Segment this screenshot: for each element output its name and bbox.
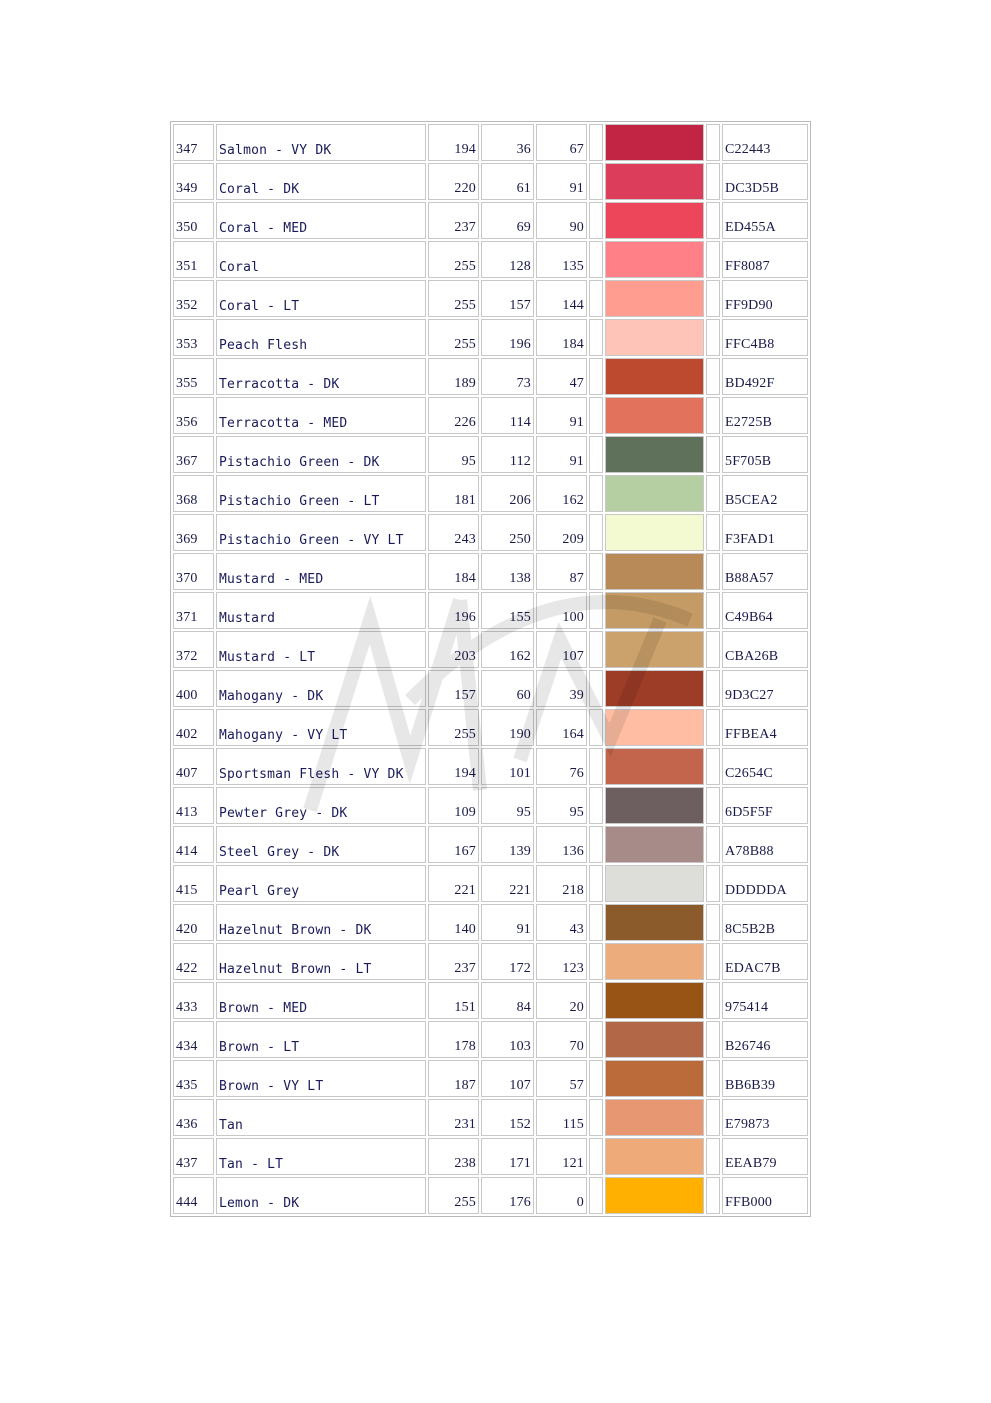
blue-value-cell: 20	[536, 982, 587, 1019]
hex-code-cell: 5F705B	[722, 436, 808, 473]
spacer-cell	[706, 1138, 720, 1175]
thread-code-cell: 356	[173, 397, 214, 434]
table-row	[173, 592, 808, 629]
spacer-cell	[589, 280, 603, 317]
hex-code-cell: FFC4B8	[722, 319, 808, 356]
thread-code-cell: 435	[173, 1060, 214, 1097]
spacer-cell	[706, 475, 720, 512]
thread-code-cell: 350	[173, 202, 214, 239]
spacer-cell	[706, 241, 720, 278]
table-row	[173, 748, 808, 785]
hex-code-cell: B88A57	[722, 553, 808, 590]
spacer-cell	[589, 124, 603, 161]
spacer-cell	[589, 475, 603, 512]
red-value-cell: 221	[428, 865, 479, 902]
color-swatch	[605, 124, 704, 161]
spacer-cell	[589, 1177, 603, 1214]
blue-value-cell: 87	[536, 553, 587, 590]
color-name-cell: Brown - VY LT	[216, 1060, 426, 1097]
color-swatch	[605, 748, 704, 785]
blue-value-cell: 90	[536, 202, 587, 239]
green-value-cell: 107	[481, 1060, 534, 1097]
thread-code-cell: 434	[173, 1021, 214, 1058]
color-name-cell: Mustard - MED	[216, 553, 426, 590]
spacer-cell	[589, 241, 603, 278]
blue-value-cell: 70	[536, 1021, 587, 1058]
color-swatch	[605, 358, 704, 395]
table-row	[173, 1099, 808, 1136]
red-value-cell: 255	[428, 280, 479, 317]
thread-code-cell: 407	[173, 748, 214, 785]
green-value-cell: 114	[481, 397, 534, 434]
red-value-cell: 189	[428, 358, 479, 395]
green-value-cell: 101	[481, 748, 534, 785]
hex-code-cell: ED455A	[722, 202, 808, 239]
spacer-cell	[589, 631, 603, 668]
spacer-cell	[589, 670, 603, 707]
table-row	[173, 358, 808, 395]
table-row	[173, 631, 808, 668]
thread-code-cell: 353	[173, 319, 214, 356]
table-row	[173, 787, 808, 824]
spacer-cell	[706, 514, 720, 551]
color-swatch	[605, 787, 704, 824]
green-value-cell: 190	[481, 709, 534, 746]
thread-code-cell: 369	[173, 514, 214, 551]
hex-code-cell: 9D3C27	[722, 670, 808, 707]
blue-value-cell: 135	[536, 241, 587, 278]
spacer-cell	[706, 592, 720, 629]
spacer-cell	[589, 904, 603, 941]
green-value-cell: 138	[481, 553, 534, 590]
spacer-cell	[589, 358, 603, 395]
spacer-cell	[706, 553, 720, 590]
table-row	[173, 904, 808, 941]
spacer-cell	[706, 904, 720, 941]
spacer-cell	[589, 748, 603, 785]
thread-code-cell: 433	[173, 982, 214, 1019]
green-value-cell: 91	[481, 904, 534, 941]
table-row	[173, 553, 808, 590]
red-value-cell: 178	[428, 1021, 479, 1058]
red-value-cell: 237	[428, 943, 479, 980]
thread-code-cell: 351	[173, 241, 214, 278]
table-row	[173, 1060, 808, 1097]
green-value-cell: 171	[481, 1138, 534, 1175]
color-name-cell: Peach Flesh	[216, 319, 426, 356]
blue-value-cell: 184	[536, 319, 587, 356]
spacer-cell	[706, 319, 720, 356]
spacer-cell	[589, 787, 603, 824]
color-name-cell: Coral - LT	[216, 280, 426, 317]
spacer-cell	[706, 670, 720, 707]
green-value-cell: 221	[481, 865, 534, 902]
hex-code-cell: FFBEA4	[722, 709, 808, 746]
thread-code-cell: 422	[173, 943, 214, 980]
thread-code-cell: 436	[173, 1099, 214, 1136]
color-swatch	[605, 631, 704, 668]
thread-code-cell: 368	[173, 475, 214, 512]
red-value-cell: 181	[428, 475, 479, 512]
table-row	[173, 1177, 808, 1214]
thread-code-cell: 414	[173, 826, 214, 863]
hex-code-cell: 6D5F5F	[722, 787, 808, 824]
hex-code-cell: A78B88	[722, 826, 808, 863]
red-value-cell: 255	[428, 241, 479, 278]
blue-value-cell: 91	[536, 397, 587, 434]
color-name-cell: Steel Grey - DK	[216, 826, 426, 863]
color-swatch	[605, 592, 704, 629]
red-value-cell: 226	[428, 397, 479, 434]
spacer-cell	[706, 202, 720, 239]
hex-code-cell: B26746	[722, 1021, 808, 1058]
spacer-cell	[706, 865, 720, 902]
color-name-cell: Pistachio Green - LT	[216, 475, 426, 512]
spacer-cell	[589, 709, 603, 746]
color-swatch	[605, 1099, 704, 1136]
green-value-cell: 84	[481, 982, 534, 1019]
red-value-cell: 255	[428, 1177, 479, 1214]
green-value-cell: 155	[481, 592, 534, 629]
color-swatch	[605, 475, 704, 512]
green-value-cell: 162	[481, 631, 534, 668]
color-name-cell: Brown - LT	[216, 1021, 426, 1058]
hex-code-cell: CBA26B	[722, 631, 808, 668]
red-value-cell: 237	[428, 202, 479, 239]
color-rows	[173, 124, 808, 1214]
red-value-cell: 109	[428, 787, 479, 824]
color-name-cell: Pewter Grey - DK	[216, 787, 426, 824]
color-swatch	[605, 904, 704, 941]
blue-value-cell: 123	[536, 943, 587, 980]
spacer-cell	[706, 826, 720, 863]
green-value-cell: 250	[481, 514, 534, 551]
color-name-cell: Terracotta - MED	[216, 397, 426, 434]
spacer-cell	[706, 1060, 720, 1097]
spacer-cell	[706, 358, 720, 395]
table-row	[173, 241, 808, 278]
blue-value-cell: 91	[536, 163, 587, 200]
red-value-cell: 167	[428, 826, 479, 863]
hex-code-cell: DC3D5B	[722, 163, 808, 200]
blue-value-cell: 164	[536, 709, 587, 746]
green-value-cell: 176	[481, 1177, 534, 1214]
blue-value-cell: 209	[536, 514, 587, 551]
green-value-cell: 152	[481, 1099, 534, 1136]
table-row	[173, 124, 808, 161]
table-row	[173, 943, 808, 980]
spacer-cell	[589, 982, 603, 1019]
color-swatch	[605, 826, 704, 863]
blue-value-cell: 162	[536, 475, 587, 512]
thread-code-cell: 371	[173, 592, 214, 629]
red-value-cell: 255	[428, 709, 479, 746]
green-value-cell: 172	[481, 943, 534, 980]
blue-value-cell: 218	[536, 865, 587, 902]
color-name-cell: Hazelnut Brown - LT	[216, 943, 426, 980]
color-name-cell: Pistachio Green - DK	[216, 436, 426, 473]
color-swatch	[605, 982, 704, 1019]
red-value-cell: 203	[428, 631, 479, 668]
color-swatch	[605, 397, 704, 434]
thread-code-cell: 402	[173, 709, 214, 746]
color-name-cell: Lemon - DK	[216, 1177, 426, 1214]
green-value-cell: 157	[481, 280, 534, 317]
table-row	[173, 202, 808, 239]
green-value-cell: 60	[481, 670, 534, 707]
hex-code-cell: E2725B	[722, 397, 808, 434]
hex-code-cell: F3FAD1	[722, 514, 808, 551]
color-swatch	[605, 1021, 704, 1058]
spacer-cell	[706, 631, 720, 668]
spacer-cell	[589, 436, 603, 473]
spacer-cell	[589, 1099, 603, 1136]
spacer-cell	[706, 397, 720, 434]
color-swatch	[605, 319, 704, 356]
color-swatch	[605, 1177, 704, 1214]
spacer-cell	[706, 1021, 720, 1058]
red-value-cell: 184	[428, 553, 479, 590]
blue-value-cell: 115	[536, 1099, 587, 1136]
hex-code-cell: 975414	[722, 982, 808, 1019]
spacer-cell	[706, 943, 720, 980]
blue-value-cell: 57	[536, 1060, 587, 1097]
hex-code-cell: C2654C	[722, 748, 808, 785]
blue-value-cell: 95	[536, 787, 587, 824]
red-value-cell: 255	[428, 319, 479, 356]
thread-code-cell: 372	[173, 631, 214, 668]
red-value-cell: 194	[428, 124, 479, 161]
table-row	[173, 709, 808, 746]
table-row	[173, 436, 808, 473]
red-value-cell: 231	[428, 1099, 479, 1136]
blue-value-cell: 144	[536, 280, 587, 317]
hex-code-cell: C22443	[722, 124, 808, 161]
thread-code-cell: 367	[173, 436, 214, 473]
spacer-cell	[706, 1099, 720, 1136]
spacer-cell	[706, 124, 720, 161]
color-swatch	[605, 709, 704, 746]
color-name-cell: Salmon - VY DK	[216, 124, 426, 161]
color-name-cell: Terracotta - DK	[216, 358, 426, 395]
spacer-cell	[589, 865, 603, 902]
table-row	[173, 865, 808, 902]
blue-value-cell: 47	[536, 358, 587, 395]
green-value-cell: 196	[481, 319, 534, 356]
table-row	[173, 514, 808, 551]
color-name-cell: Tan	[216, 1099, 426, 1136]
color-swatch	[605, 1060, 704, 1097]
spacer-cell	[589, 202, 603, 239]
color-swatch	[605, 1138, 704, 1175]
color-chart-table	[170, 121, 811, 1217]
color-name-cell: Mahogany - VY LT	[216, 709, 426, 746]
spacer-cell	[589, 943, 603, 980]
spacer-cell	[706, 280, 720, 317]
spacer-cell	[589, 514, 603, 551]
table-row	[173, 1021, 808, 1058]
table-row	[173, 475, 808, 512]
red-value-cell: 95	[428, 436, 479, 473]
thread-code-cell: 437	[173, 1138, 214, 1175]
thread-code-cell: 370	[173, 553, 214, 590]
spacer-cell	[589, 592, 603, 629]
green-value-cell: 206	[481, 475, 534, 512]
table-row	[173, 826, 808, 863]
green-value-cell: 103	[481, 1021, 534, 1058]
table-row	[173, 163, 808, 200]
red-value-cell: 151	[428, 982, 479, 1019]
blue-value-cell: 91	[536, 436, 587, 473]
spacer-cell	[706, 709, 720, 746]
table-row	[173, 670, 808, 707]
hex-code-cell: EDAC7B	[722, 943, 808, 980]
color-swatch	[605, 241, 704, 278]
hex-code-cell: E79873	[722, 1099, 808, 1136]
color-name-cell: Coral - DK	[216, 163, 426, 200]
red-value-cell: 194	[428, 748, 479, 785]
hex-code-cell: FF8087	[722, 241, 808, 278]
spacer-cell	[706, 1177, 720, 1214]
thread-code-cell: 347	[173, 124, 214, 161]
spacer-cell	[589, 163, 603, 200]
spacer-cell	[589, 826, 603, 863]
table-row	[173, 1138, 808, 1175]
blue-value-cell: 39	[536, 670, 587, 707]
color-swatch	[605, 202, 704, 239]
color-name-cell: Brown - MED	[216, 982, 426, 1019]
color-swatch	[605, 280, 704, 317]
red-value-cell: 238	[428, 1138, 479, 1175]
green-value-cell: 61	[481, 163, 534, 200]
color-name-cell: Coral	[216, 241, 426, 278]
green-value-cell: 95	[481, 787, 534, 824]
color-name-cell: Mustard	[216, 592, 426, 629]
table-row	[173, 982, 808, 1019]
red-value-cell: 157	[428, 670, 479, 707]
red-value-cell: 187	[428, 1060, 479, 1097]
hex-code-cell: B5CEA2	[722, 475, 808, 512]
hex-code-cell: FFB000	[722, 1177, 808, 1214]
hex-code-cell: 8C5B2B	[722, 904, 808, 941]
color-name-cell: Pistachio Green - VY LT	[216, 514, 426, 551]
hex-code-cell: FF9D90	[722, 280, 808, 317]
color-name-cell: Mustard - LT	[216, 631, 426, 668]
table-row	[173, 397, 808, 434]
blue-value-cell: 43	[536, 904, 587, 941]
thread-code-cell: 415	[173, 865, 214, 902]
green-value-cell: 139	[481, 826, 534, 863]
color-name-cell: Sportsman Flesh - VY DK	[216, 748, 426, 785]
green-value-cell: 36	[481, 124, 534, 161]
green-value-cell: 73	[481, 358, 534, 395]
thread-code-cell: 400	[173, 670, 214, 707]
color-name-cell: Coral - MED	[216, 202, 426, 239]
color-name-cell: Tan - LT	[216, 1138, 426, 1175]
red-value-cell: 220	[428, 163, 479, 200]
color-name-cell: Pearl Grey	[216, 865, 426, 902]
color-swatch	[605, 514, 704, 551]
red-value-cell: 243	[428, 514, 479, 551]
color-name-cell: Hazelnut Brown - DK	[216, 904, 426, 941]
color-swatch	[605, 436, 704, 473]
thread-code-cell: 352	[173, 280, 214, 317]
color-swatch	[605, 865, 704, 902]
blue-value-cell: 107	[536, 631, 587, 668]
thread-code-cell: 413	[173, 787, 214, 824]
table-row	[173, 280, 808, 317]
color-swatch	[605, 553, 704, 590]
green-value-cell: 69	[481, 202, 534, 239]
color-swatch	[605, 943, 704, 980]
hex-code-cell: C49B64	[722, 592, 808, 629]
red-value-cell: 196	[428, 592, 479, 629]
spacer-cell	[706, 436, 720, 473]
blue-value-cell: 67	[536, 124, 587, 161]
color-name-cell: Mahogany - DK	[216, 670, 426, 707]
blue-value-cell: 100	[536, 592, 587, 629]
thread-code-cell: 355	[173, 358, 214, 395]
spacer-cell	[589, 397, 603, 434]
thread-code-cell: 349	[173, 163, 214, 200]
hex-code-cell: BD492F	[722, 358, 808, 395]
blue-value-cell: 136	[536, 826, 587, 863]
spacer-cell	[706, 787, 720, 824]
color-swatch	[605, 670, 704, 707]
color-swatch	[605, 163, 704, 200]
spacer-cell	[589, 553, 603, 590]
blue-value-cell: 76	[536, 748, 587, 785]
spacer-cell	[706, 163, 720, 200]
spacer-cell	[589, 1021, 603, 1058]
hex-code-cell: DDDDDA	[722, 865, 808, 902]
thread-code-cell: 444	[173, 1177, 214, 1214]
spacer-cell	[706, 982, 720, 1019]
blue-value-cell: 0	[536, 1177, 587, 1214]
hex-code-cell: BB6B39	[722, 1060, 808, 1097]
red-value-cell: 140	[428, 904, 479, 941]
spacer-cell	[589, 1138, 603, 1175]
thread-code-cell: 420	[173, 904, 214, 941]
spacer-cell	[589, 319, 603, 356]
spacer-cell	[589, 1060, 603, 1097]
green-value-cell: 112	[481, 436, 534, 473]
blue-value-cell: 121	[536, 1138, 587, 1175]
table-row	[173, 319, 808, 356]
spacer-cell	[706, 748, 720, 785]
green-value-cell: 128	[481, 241, 534, 278]
hex-code-cell: EEAB79	[722, 1138, 808, 1175]
